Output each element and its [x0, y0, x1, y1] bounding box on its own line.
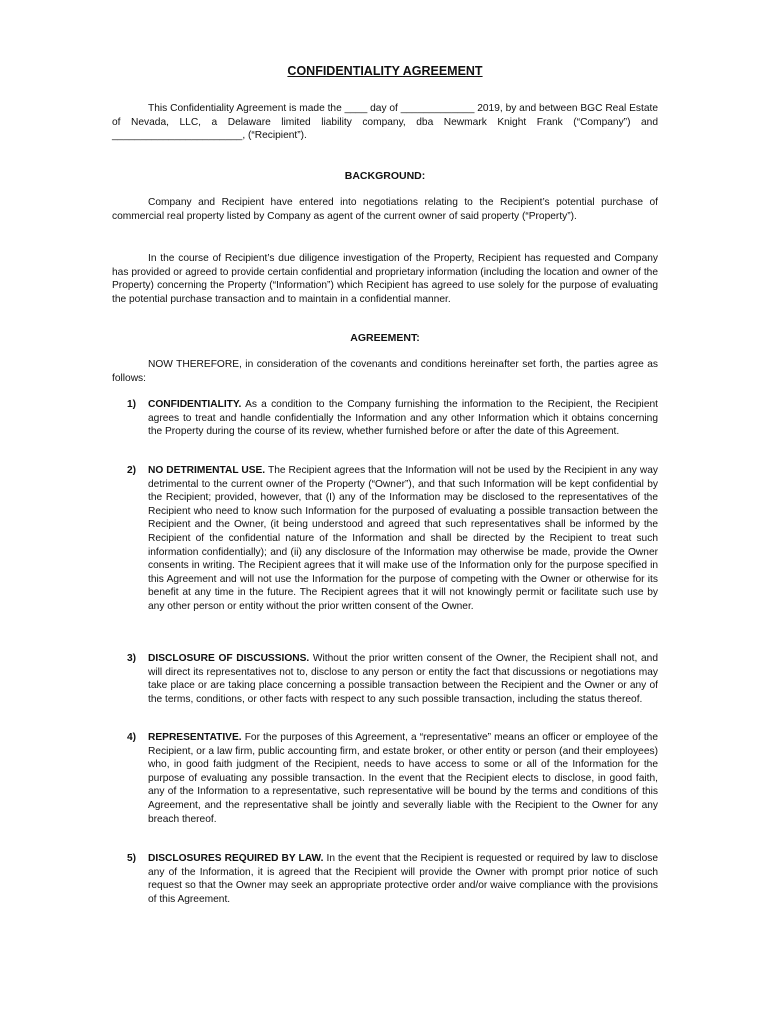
- background-paragraph-2: [112, 252, 658, 306]
- clause-5: [127, 852, 658, 906]
- agreement-intro-paragraph: [112, 358, 658, 385]
- clause-number: 2): [127, 465, 137, 476]
- clause-number: 4): [127, 732, 137, 743]
- background-heading: BACKGROUND:: [344, 170, 426, 182]
- clause-label: DISCLOSURES REQUIRED BY LAW.: [148, 853, 324, 864]
- clause-3: [127, 652, 658, 706]
- clause-number: 3): [127, 653, 137, 664]
- document-title: CONFIDENTIALITY AGREEMENT: [287, 64, 483, 78]
- clause-number: 5): [127, 853, 137, 864]
- clause-label: DISCLOSURE OF DISCUSSIONS.: [148, 653, 310, 664]
- clause-text: In the event that the Recipient is requested or required by law to disclose any of the Information, it is agreed that the Recipient will provide the Owner with prompt prior notice of such request so that the Owner may seek an appropriate protective order and/or waive compliance with the provisions of this Agreement.: [148, 853, 658, 905]
- intro-text: This Confidentiality Agreement is made the ____ day of _____________ 2019, by and between BGC Real Estate of Nevada, LLC, a Delaware limited liability company, dba Newmark Knight Frank (“Company”) and _______________________, (“Recipient”).: [112, 103, 658, 142]
- clause-2: [127, 464, 658, 614]
- clause-text: The Recipient agrees that the Information will not be used by the Recipient in any way detrimental to the current owner of the Property (“Owner”), and that such Information will be kept confidential by the Recipient; provided, however, that (I) any of the Information may be disclosed to the representatives of the Recipient who need to know such Information for the purposed of evaluating a possible transaction between the Recipient and the Owner, (it being understood and agreed that such representatives shall be informed by the Recipient of the confidential nature of the Information and shall be directed by the Recipient to treat such information confidentially); and (ii) any disclosure of the Information may otherwise be made, provide the Owner consents in writing. The Recipient agrees that it will make use of the Information only for the purpose specified in this Agreement and will not use the Information for the purpose of competing with the Owner or otherwise for its benefit at any time in the future. The Recipient agrees that it will not knowingly permit or facilitate such use by any other person or entity without the prior written consent of the Owner.: [148, 465, 658, 612]
- clause-4: [127, 731, 658, 826]
- background-text-2: In the course of Recipient’s due diligence investigation of the Property, Recipient has requested and Company has provided or agreed to provide certain confidential and proprietary information (including the location and owner of the Property) concerning the Property (“Information”) which Recipient has agreed to use solely for the purpose of evaluating the potential purchase transaction and to maintain in a confidential manner.: [112, 253, 658, 305]
- clause-label: NO DETRIMENTAL USE.: [148, 465, 266, 476]
- clause-label: CONFIDENTIALITY.: [148, 399, 242, 410]
- agreement-intro-text: NOW THEREFORE, in consideration of the covenants and conditions hereinafter set forth, the parties agree as follows:: [112, 359, 658, 384]
- clause-label: REPRESENTATIVE.: [148, 732, 242, 743]
- background-text-1: Company and Recipient have entered into negotiations relating to the Recipient’s potential purchase of commercial real property listed by Company as agent of the current owner of said property (“Property”).: [112, 197, 658, 222]
- intro-paragraph: [112, 102, 658, 143]
- clause-number: 1): [127, 399, 137, 410]
- clause-1: [127, 398, 658, 439]
- background-paragraph-1: [112, 196, 658, 223]
- clause-text: As a condition to the Company furnishing the information to the Recipient, the Recipient agrees to treat and handle confidentially the Information and any other Information which it obtains concerning the Property during the course of its review, whether furnished before or after the date of this Agreement.: [148, 399, 658, 438]
- clause-text: Without the prior written consent of the Owner, the Recipient shall not, and will direct its representatives not to, disclose to any person or entity the fact that discussions or negotiations may take place or are taking place concerning a possible transaction between the Recipient and the Owner or any of the terms, conditions, or other facts with respect to any such possible transaction, including the status thereof.: [148, 653, 658, 705]
- agreement-heading: AGREEMENT:: [350, 332, 420, 344]
- clause-text: For the purposes of this Agreement, a “representative” means an officer or employee of the Recipient, or a law firm, public accounting firm, and estate broker, or other entity or person (and their employees) who, in good faith judgment of the Recipient, needs to have access to some or all of the Information for the purpose of evaluating any possible transaction. In the event that the Recipient elects to disclose, in good faith, any of the Information to a representative, such representative will be bound by the terms and conditions of this Agreement, and the representative shall be jointly and severally liable with the Recipient to the Owner for any breach thereof.: [148, 732, 658, 825]
